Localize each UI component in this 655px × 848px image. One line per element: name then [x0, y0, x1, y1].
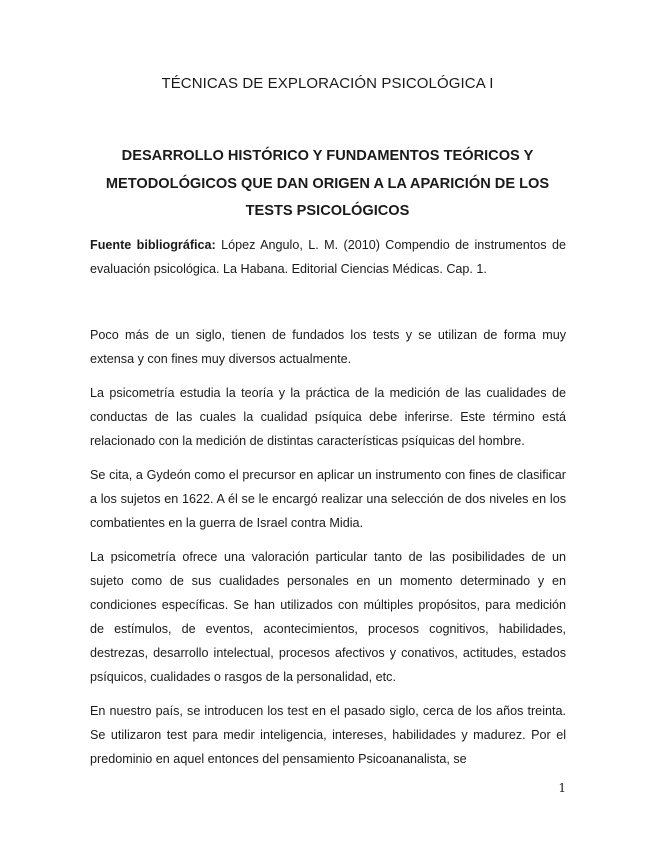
- source-text: López Angulo, L. M. (2010) Compendio de instrumentos de evaluación psicológica. La Habana. Editorial Ciencias Médicas. Cap. 1.: [90, 238, 566, 276]
- paragraph: En nuestro país, se introducen los test en el pasado siglo, cerca de los años treinta. Se utilizaron test para medir inteligencia, intereses, habilidades y madurez. Por el predominio en aquel entonces del pensamiento Psicoananalista, se: [90, 704, 566, 766]
- bibliographic-source: [90, 233, 566, 281]
- body-text: [90, 323, 566, 781]
- paragraph: Se cita, a Gydeón como el precursor en aplicar un instrumento con fines de clasificar a los sujetos en 1622. A él se le encargó realizar una selección de dos niveles en los combatientes en la guerra de Israel contra Midia.: [90, 468, 566, 530]
- main-title: DESARROLLO HISTÓRICO Y FUNDAMENTOS TEÓRICOS Y METODOLÓGICOS QUE DAN ORIGEN A LA APARICIÓN DE LOS TESTS PSICOLÓGICOS: [105, 148, 550, 219]
- source-label: Fuente bibliográfica:: [90, 238, 216, 252]
- paragraph: Poco más de un siglo, tienen de fundados los tests y se utilizan de forma muy extensa y con fines muy diversos actualmente.: [90, 328, 566, 366]
- page-number: 1: [558, 781, 566, 795]
- course-title: TÉCNICAS DE EXPLORACIÓN PSICOLÓGICA I: [161, 75, 494, 92]
- paragraph: La psicometría ofrece una valoración particular tanto de las posibilidades de un sujeto como de sus cualidades personales en un momento determinado y en condiciones específicas. Se han utilizados con múltiples propósitos, para medición de estímulos, de eventos, acontecimientos, procesos cognitivos, habilidades, destrezas, desarrollo intelectual, procesos afectivos y conativos, actitudes, estados psíquicos, cualidades o rasgos de la personalidad, etc.: [90, 550, 566, 684]
- paragraph: La psicometría estudia la teoría y la práctica de la medición de las cualidades de conductas de las cuales la cualidad psíquica debe inferirse. Este término está relacionado con la medición de distintas características psíquicas del hombre.: [90, 386, 566, 448]
